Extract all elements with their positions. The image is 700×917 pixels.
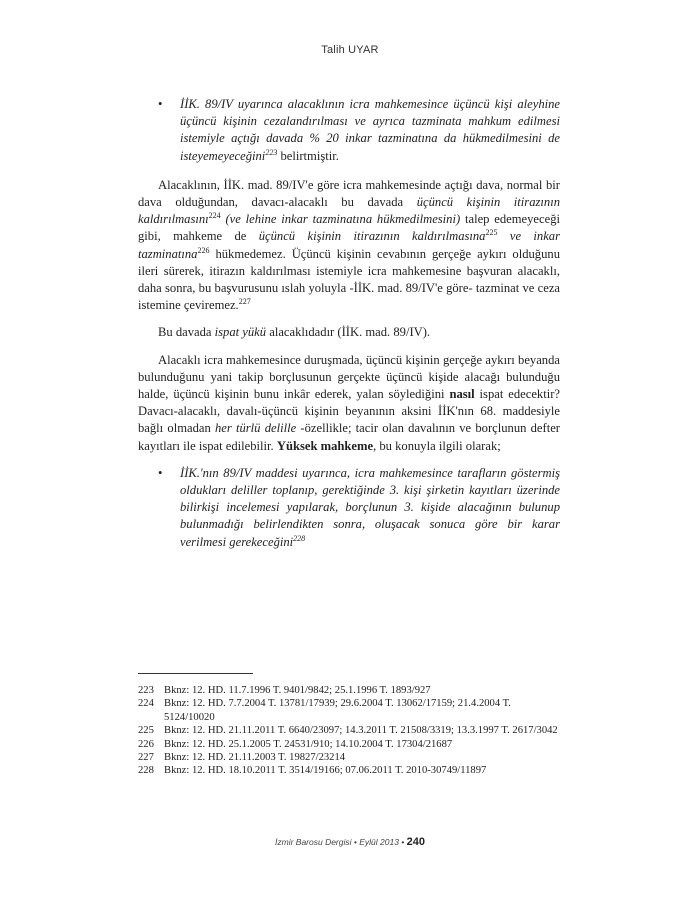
paragraph-1: Alacaklının, İİK. mad. 89/IV'e göre icra mahkemesinde açtığı dava, normal bir dava olduğundan, davacı-alacaklı bu davada üçüncü kişinin itirazının kaldırılmasını$^{224}$ (ve lehine inkar tazminatına hükmedilmesini) talep edemeyeceği gibi, mahkeme de üçüncü kişinin itirazının kaldırılmasına$^{225}$ ve inkar tazminatına$^{226}$ hükmedemez. Üçüncü kişinin cevabının gerçeğe aykırı olduğunu ileri sürerek, itirazın kaldırılması istemiyle icra mahkemesine başvuran alacaklı, daha sonra, bu başvurusunu ıslah yoluyla -İİK. mad. 89/IV'e göre- tazminat ve ceza istemine çeviremez.$^{227}$ bbox=[138, 177, 561, 313]
paragraph-3: Alacaklı icra mahkemesince duruşmada, üçüncü kişinin gerçeğe aykırı beyanda bulunduğunu yani takip borçlusunun gerçekte üçüncü kişide alacağı bulunduğu halde, üçüncü kişinin bunu inkâr ederek, yalan söylediğini nasıl ispat edecektir? Davacı-alacaklı, davalı-üçüncü kişinin beyanının aksini İİK'nın 68. maddesiyle bağlı olmadan her türlü delille -özellikle; tacir olan davalının ve borçlunun defter kayıtları ile ispat edilebilir. Yüksek mahkeme, bu konuyla ilgili olarak; bbox=[138, 352, 560, 453]
footnote-227: 227 Bknz: 12. HD. 21.11.2003 T. 19827/23214 bbox=[138, 752, 346, 764]
footnote-ref-224[interactable]: 224 bbox=[208, 211, 221, 221]
journal-name: İzmir Barosu Dergisi bbox=[275, 837, 352, 847]
footnote-ref-227[interactable]: 227 bbox=[238, 297, 251, 307]
footnote-226: 226 Bknz: 12. HD. 25.1.2005 T. 24531/910; 14.10.2004 T. 17304/21687 bbox=[138, 738, 453, 750]
bullet-text: İİK. 89/IV uyarınca alacaklının icra mahkemesince üçüncü kişi aleyhine üçüncü kişinin cezalandırılması ve ayrıca tazminata mahkum edilmesi istemiyle açtığı davada % 20 inkar tazminatına da hükmedilmesini de isteyemeyeceğini$^{223}$ belirtmiştir. bbox=[180, 97, 560, 163]
main-text bbox=[138, 96, 560, 563]
footnote-223: 223 Bknz: 12. HD. 11.7.1996 T. 9401/9842; 25.1.1996 T. 1893/927 bbox=[138, 685, 431, 696]
footnotes bbox=[138, 684, 560, 778]
bullet-text: İİK.'nın 89/IV maddesi uyarınca, icra mahkemesince tarafların göstermiş oldukları deliller toplanıp, gerektiğinde 3. kişi şirketin kayıtları üzerinde bilirkişi incelemesi yapılarak, borçlunun 3. kişide alacağının bulunup bulunmadığı belirlendikten sonra, oluşacak sonuca göre bir karar verilmesi gerekeceğini$^{228}$ bbox=[180, 465, 560, 549]
running-header: Talih UYAR bbox=[321, 44, 379, 56]
paragraph-2: Bu davada ispat yükü alacaklıdadır (İİK. mad. 89/IV). bbox=[158, 325, 431, 340]
footnote-ref-223[interactable]: 223 bbox=[265, 147, 278, 157]
page-footer: İzmir Barosu Dergisi • Eylül 2013 • 240 bbox=[275, 836, 425, 848]
footnote-ref-228[interactable]: 228 bbox=[293, 533, 306, 543]
footnote-ref-225[interactable]: 225 bbox=[485, 228, 498, 238]
bullet-marker: • bbox=[158, 97, 163, 111]
page-number: 240 bbox=[406, 836, 425, 848]
bullet-marker: • bbox=[158, 465, 163, 480]
issue-date: Eylül 2013 bbox=[359, 837, 399, 847]
footnote-separator bbox=[138, 673, 253, 674]
footnote-ref-226[interactable]: 226 bbox=[197, 245, 210, 255]
bullet-item-1 bbox=[138, 96, 560, 165]
footnote-228: 228 Bknz: 12. HD. 18.10.2011 T. 3514/19166; 07.06.2011 T. 2010-30749/11897 bbox=[138, 765, 487, 777]
bullet-item-2 bbox=[138, 465, 560, 551]
footnote-225: 225 Bknz: 12. HD. 21.11.2011 T. 6640/23097; 14.3.2011 T. 21508/3319; 13.3.1997 T. 2617/3042 bbox=[138, 725, 558, 737]
footnote-224: 224 Bknz: 12. HD. 7.7.2004 T. 13781/17939; 29.6.2004 T. 13062/17159; 21.4.2004 T. 5124/10020 bbox=[138, 698, 511, 723]
